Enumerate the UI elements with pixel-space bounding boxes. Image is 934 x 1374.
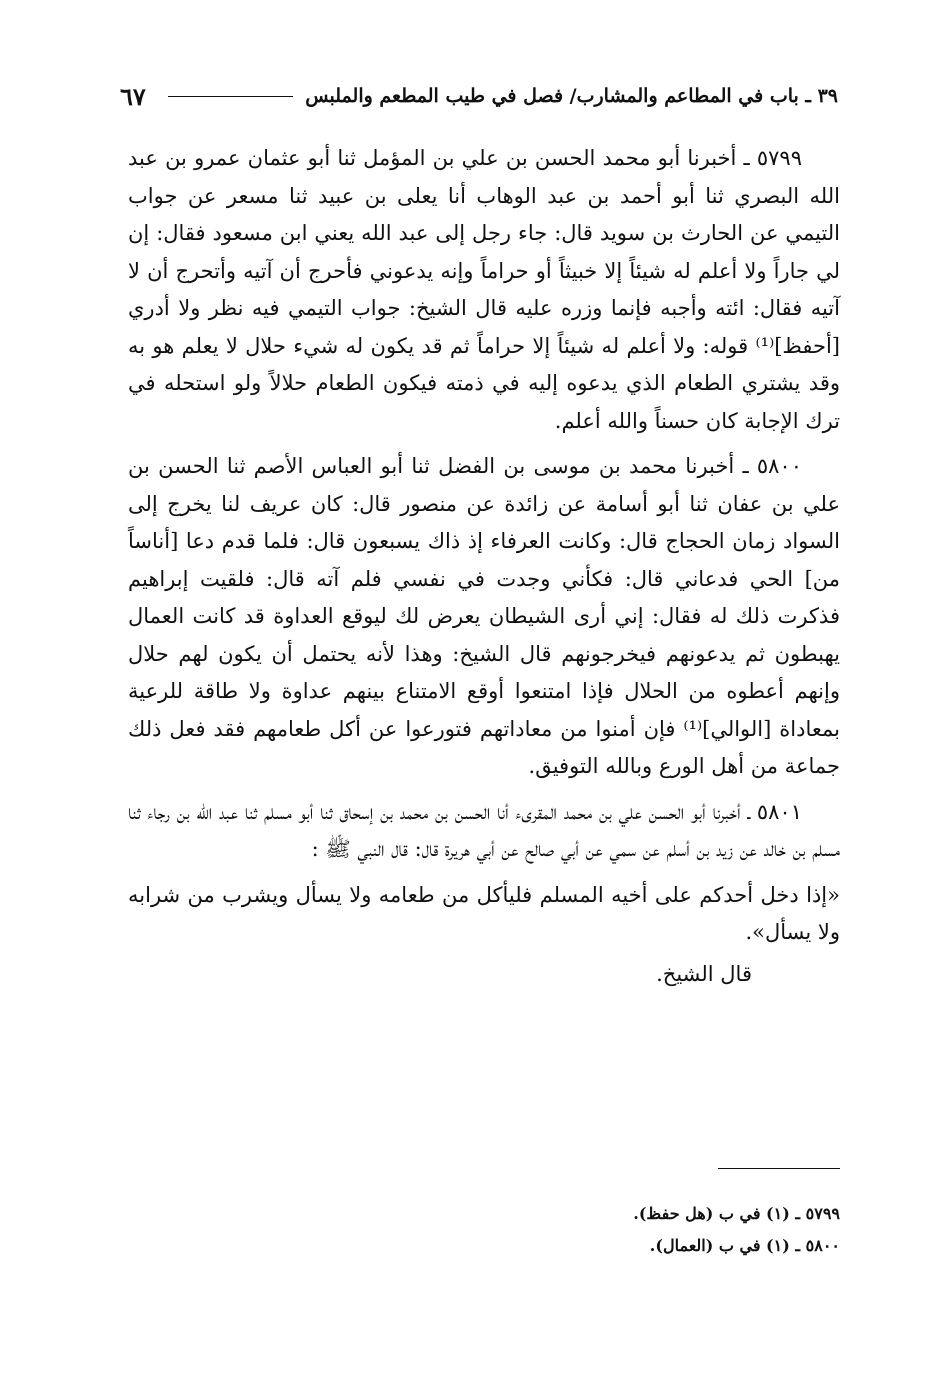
footnote-5800: ٥٨٠٠ ـ (١) في ب (العمال).: [649, 1236, 840, 1255]
page-number: ٦٧: [120, 81, 146, 111]
footnote-separator: [718, 1168, 840, 1169]
closing-line: قال الشيخ.: [656, 961, 752, 986]
hadith-paragraph-5799: ٥٧٩٩ ـ أخبرنا أبو محمد الحسن بن علي بن المؤمل ثنا أبو عثمان عمرو بن عبد الله البصري ثنا أبو أحمد بن عبد الوهاب أنا يعلى بن عبيد ثنا مسعر عن جواب التيمي عن الحارث بن سويد قال: جاء رجل إلى عبد الله يعني ابن مسعود فقال: إن لي جاراً ولا أعلم له شيئاً إلا خبيثاً أو حراماً وإنه يدعوني فأحرج أن آتيه وأتحرج أن لا آتيه فقال: ائته وأجبه فإنما وزره عليه قال الشيخ: جواب التيمي فيه نظر ولا أدري [أحفظ]⁽¹⁾ قوله: ولا أعلم له شيئاً إلا حراماً ثم قد يكون له شيء حلال لا يعلم هو به وقد يشتري الطعام الذي يدعوه إليه في ذمته فيكون الطعام حلالاً ولو استحله في ترك الإجابة كان حسناً والله أعلم.: [128, 146, 840, 433]
hadith-paragraph-5800: ٥٨٠٠ ـ أخبرنا محمد بن موسى بن الفضل ثنا أبو العباس الأصم ثنا الحسن بن علي بن عفان ثنا أبو أسامة عن زائدة عن منصور قال: كان عريف لنا يخرج إلى السواد زمان الحجاج قال: وكانت العرفاء إذ ذاك يسبعون قال: فلما قدم دعا [أناساً من] الحي فدعاني قال: فكأني وجدت في نفسي فلم آته قال: فلقيت إبراهيم فذكرت ذلك له فقال: إني أرى الشيطان يعرض لك ليوقع العداوة قد كانت العمال يهبطون ثم يدعونهم فيخرجونهم قال الشيخ: وهذا لأنه يحتمل أن يكون لهم حلال وإنهم أعطوه من الحلال فإذا امتنعوا أوقع الامتناع بينهم عداوة ولا طاقة للرعية بمعاداة [الوالي]⁽¹⁾ فإن أمنوا من معاداتهم فتورعوا عن أكل طعامهم فقد فعل ذلك جماعة من أهل الورع وبالله التوفيق.: [128, 454, 840, 778]
running-title: ٣٩ ـ باب في المطاعم والمشارب/ فصل في طيب المطعم والملبس: [305, 85, 838, 107]
running-header: [120, 76, 838, 116]
footnotes: [500, 1198, 840, 1262]
main-text: [128, 140, 840, 993]
prophetic-quote: «إذا دخل أحدكم على أخيه المسلم فليأكل من طعامه ولا يسأل ويشرب من شرابه ولا يسأل».: [128, 882, 840, 944]
hadith-paragraph-5801: ٥٨٠١ ـ أخبرنا أبو الحسن علي بن محمد المقرىء أنا الحسن بن محمد بن إسحاق ثنا أبو مسلم ثنا عبد الله بن رجاء ثنا مسلم بن خالد عن زيد بن أسلم عن سمي عن أبي صالح عن أبي هريرة قال: قال النبي ﷺ :: [128, 799, 840, 861]
header-rule: [168, 96, 294, 97]
footnote-5799: ٥٧٩٩ ـ (١) في ب (هل حفظ).: [633, 1204, 840, 1223]
